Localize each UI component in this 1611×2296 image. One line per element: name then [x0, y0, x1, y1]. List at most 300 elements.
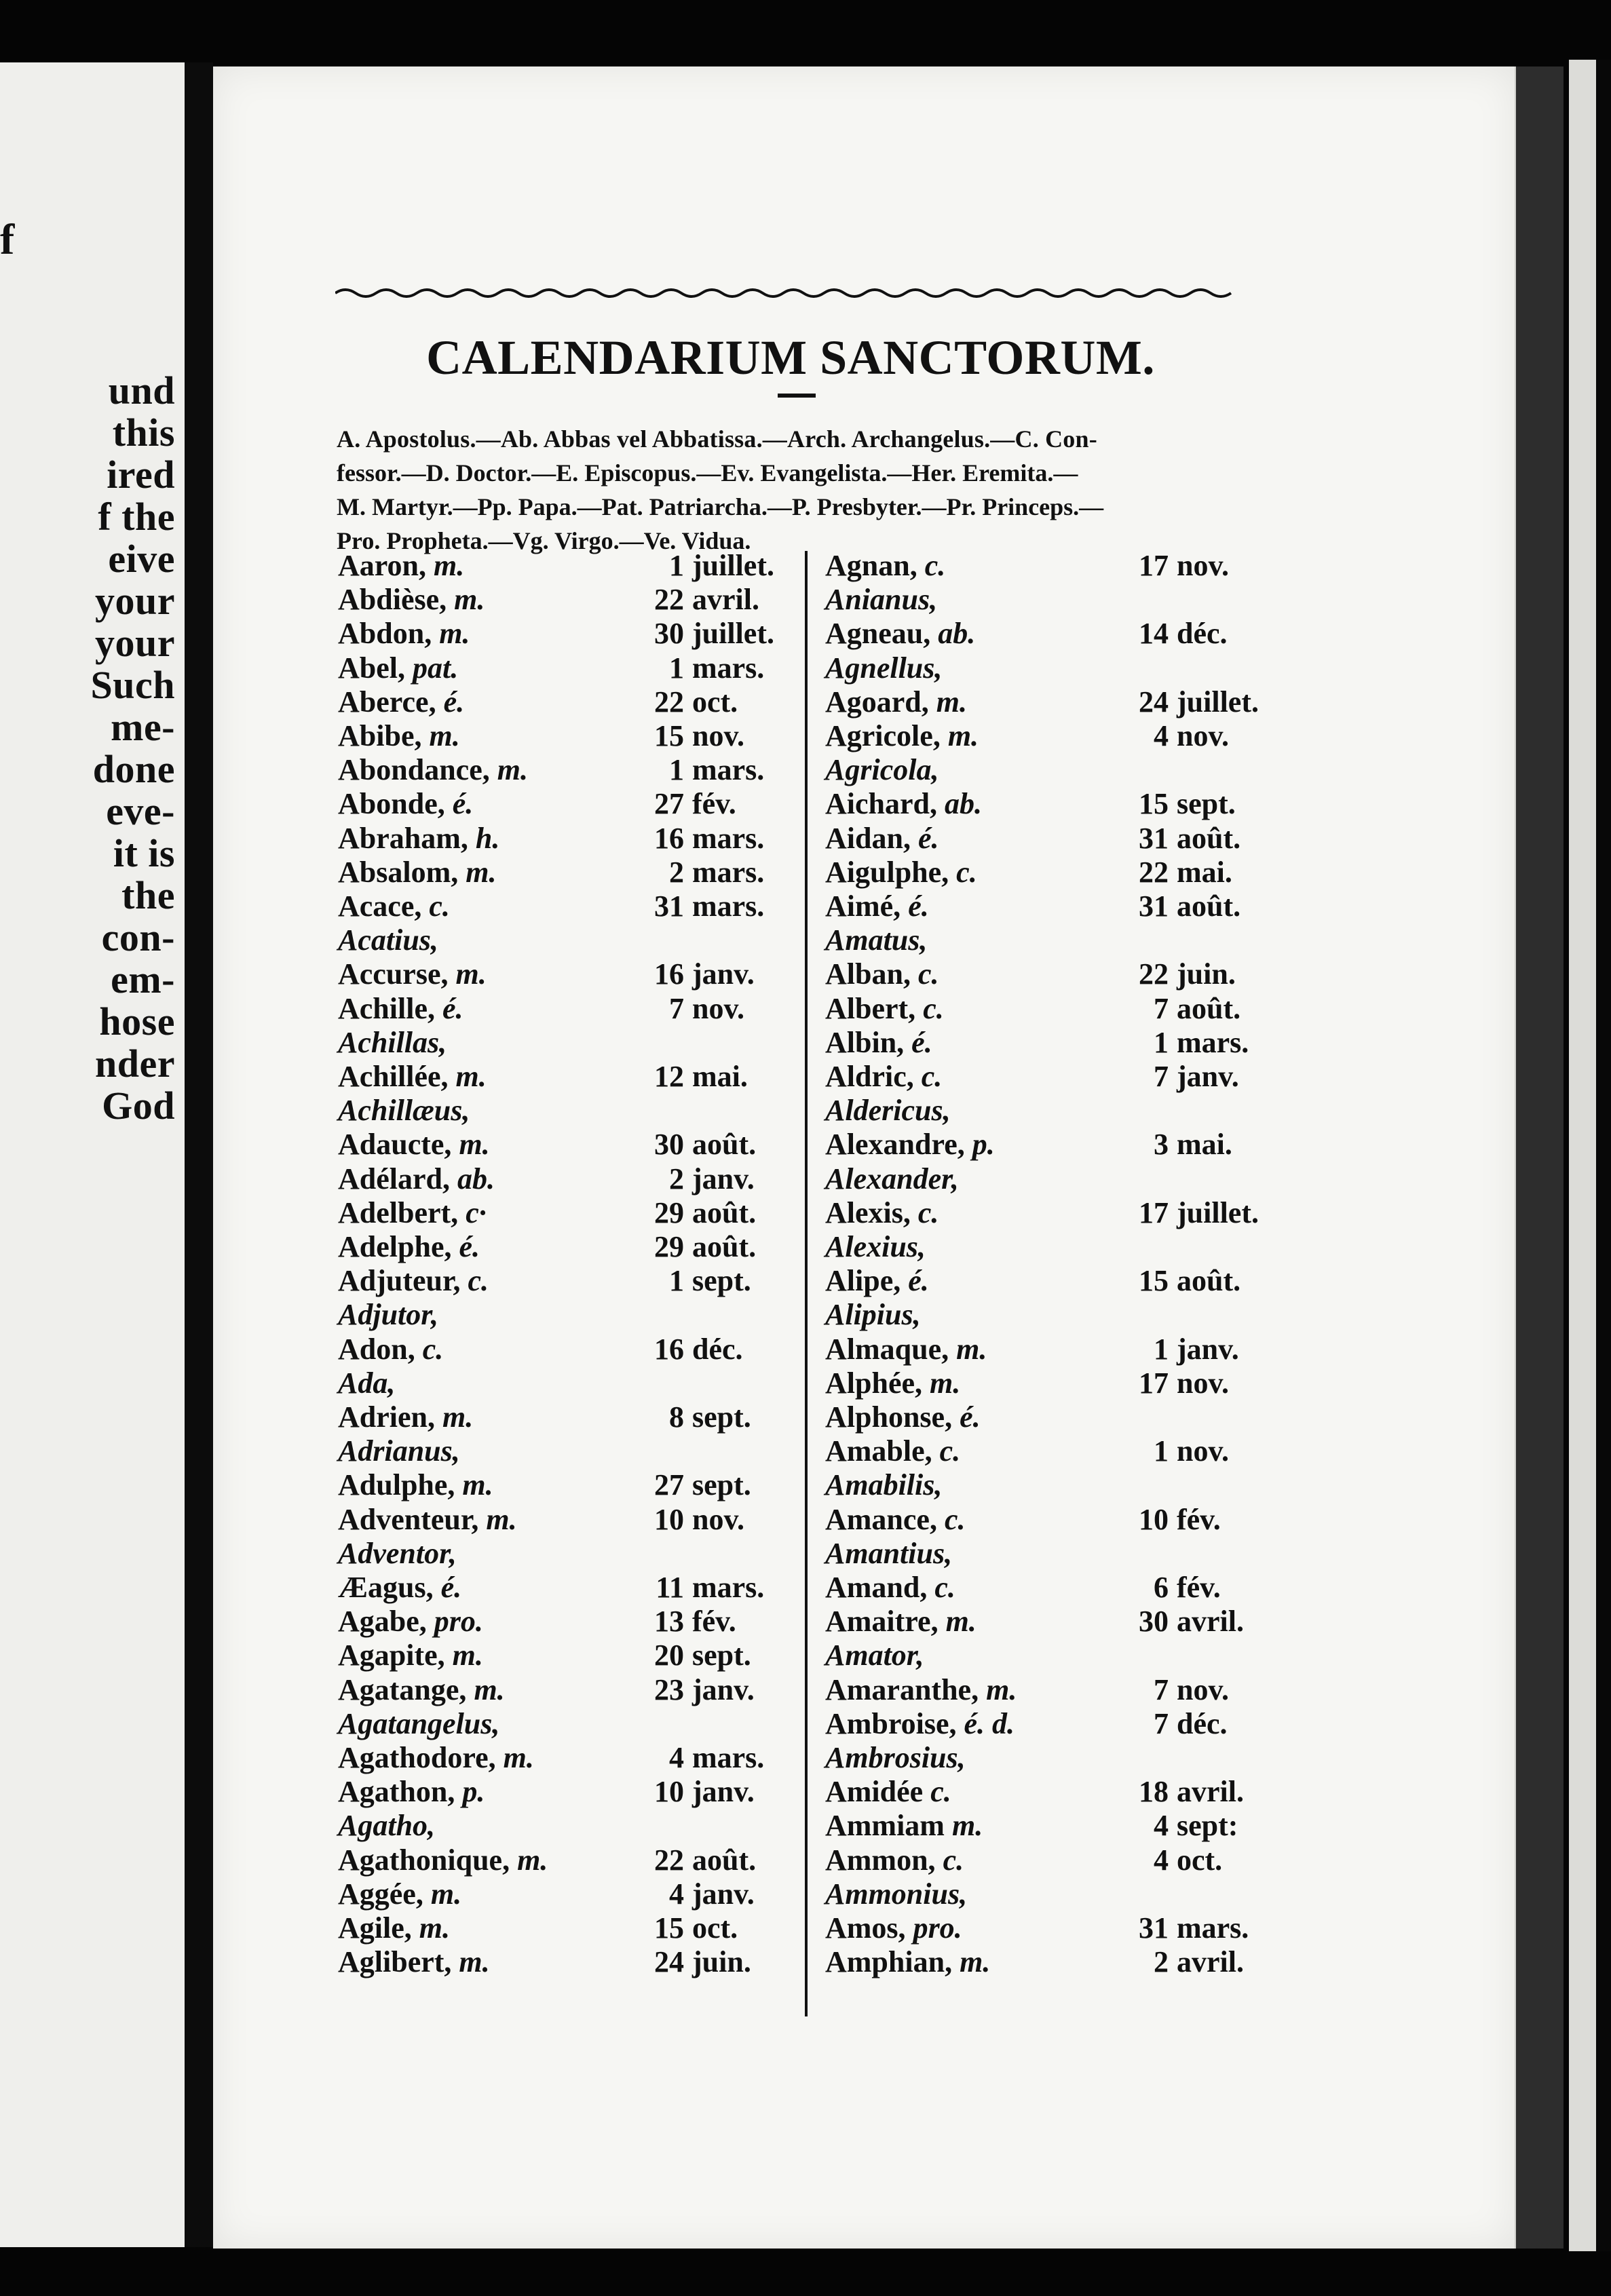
latin-name: Alexander, [825, 1162, 959, 1195]
saint-name-text: Agatange, [338, 1673, 467, 1706]
title-abbreviation: pro. [434, 1605, 483, 1638]
saint-name-text: Amance, [825, 1503, 937, 1536]
saint-name [338, 1162, 495, 1197]
feast-day: 1 [669, 651, 684, 685]
calendar-row [825, 1127, 1300, 1162]
calendar-row [338, 1297, 806, 1333]
calendar-row [825, 1570, 1300, 1605]
calendar-row [825, 1638, 1300, 1673]
feast-month: mars. [692, 651, 765, 685]
calendar-row [825, 1434, 1300, 1469]
latin-name: Achillas, [338, 1026, 447, 1059]
saint-name [338, 1195, 487, 1231]
abbreviation-line: M. Martyr.—Pp. Papa.—Pat. Patriarcha.—P. Presbyter.—Pr. Princeps.— [337, 493, 1104, 520]
saint-name [825, 1127, 995, 1162]
saint-name-text: Abibe, [338, 719, 422, 752]
calendar-row [338, 1127, 806, 1162]
title-abbreviation: c· [466, 1196, 487, 1229]
calendar-row [338, 1604, 806, 1639]
feast-month: juin. [692, 1945, 751, 1978]
left-page-text-fragment: the [121, 873, 175, 917]
saint-name-text: Alphonse, [825, 1400, 953, 1434]
calendar-row [825, 1502, 1300, 1537]
title-abbreviation: m. [517, 1843, 548, 1877]
saint-name-text: Amand, [825, 1571, 928, 1604]
saint-name [338, 752, 528, 788]
abbreviation-line: A. Apostolus.—Ab. Abbas vel Abbatissa.—Arch. Archangelus.—C. Con- [337, 425, 1097, 453]
title-abbreviation: pro. [913, 1911, 962, 1945]
feast-day: 1 [669, 753, 684, 786]
feast-day: 1 [1154, 1026, 1169, 1059]
saint-name-text: Adelphe, [338, 1230, 452, 1263]
saint-name-text: Agoard, [825, 685, 929, 719]
feast-month: oct. [692, 685, 738, 719]
calendar-row [825, 1740, 1300, 1776]
calendar-row [825, 855, 1300, 890]
feast-day: 2 [669, 1162, 684, 1195]
saint-name-text: Aaron, [338, 549, 426, 582]
calendar-row [825, 923, 1300, 958]
saint-name-text: Agathonique, [338, 1843, 510, 1877]
calendar-row [338, 616, 806, 651]
saint-name-text: Agile, [338, 1911, 412, 1945]
feast-day: 7 [1154, 1673, 1169, 1706]
left-page-text-fragment: this [112, 410, 175, 455]
calendar-row [825, 1059, 1300, 1094]
calendar-row [338, 1332, 806, 1367]
feast-day: 10 [1139, 1503, 1169, 1536]
saint-name [825, 1332, 987, 1367]
saint-name [825, 786, 982, 822]
calendar-row [825, 957, 1300, 992]
saint-name-text: Aichard, [825, 787, 937, 820]
title-abbreviation: c. [930, 1775, 951, 1808]
feast-month: mars. [692, 1571, 765, 1604]
saint-name [338, 685, 464, 720]
calendar-row [825, 1400, 1300, 1435]
calendar-row [338, 685, 806, 720]
saint-name-text: Agathon, [338, 1775, 455, 1808]
page-title: CALENDARIUM SANCTORUM. [426, 330, 1155, 385]
saint-name-text: Adélard, [338, 1162, 450, 1195]
title-abbreviation: c. [429, 889, 450, 923]
saint-name-text: Alban, [825, 957, 911, 991]
calendar-row [825, 1706, 1300, 1742]
title-abbreviation: c. [944, 1503, 966, 1536]
title-abbreviation: m. [454, 583, 485, 616]
left-page-text-fragment: ired [107, 453, 175, 497]
saint-name-text: Adventeur, [338, 1503, 479, 1536]
title-abbreviation: m. [430, 1877, 462, 1911]
title-abbreviation: m. [960, 1945, 991, 1978]
abbreviation-line: fessor.—D. Doctor.—E. Episcopus.—Ev. Evangelista.—Her. Eremita.— [337, 459, 1078, 486]
left-page-text-fragment: und [108, 368, 175, 413]
title-abbreviation: é. [908, 889, 929, 923]
calendar-row [825, 582, 1300, 617]
saint-name-text: Ammiam [825, 1809, 945, 1842]
feast-month: mars. [692, 822, 765, 855]
feast-month: fév. [1177, 1503, 1221, 1536]
feast-day: 16 [654, 1333, 684, 1366]
latin-name: Ada, [338, 1366, 396, 1400]
calendar-row [338, 1877, 806, 1912]
feast-day: 2 [1154, 1945, 1169, 1978]
title-abbreviation: c. [921, 1060, 943, 1093]
title-abbreviation: m. [503, 1741, 534, 1774]
calendar-row [825, 1366, 1300, 1401]
title-abbreviation: p. [972, 1128, 995, 1161]
calendar-row [338, 752, 806, 788]
saint-name [338, 855, 496, 890]
saint-name-text: Alexandre, [825, 1128, 965, 1161]
feast-month: juillet. [692, 617, 774, 650]
saint-name [338, 1638, 483, 1673]
feast-month: janv. [1177, 1060, 1239, 1093]
feast-month: mars. [1177, 1026, 1249, 1059]
saint-name [338, 1570, 461, 1605]
title-abbreviation: é. [917, 822, 939, 855]
calendar-row [825, 1877, 1300, 1912]
feast-month: fév. [692, 1605, 736, 1638]
saint-name-text: Aglibert, [338, 1945, 452, 1978]
title-abbreviation: ab. [945, 787, 982, 820]
feast-day: 24 [1139, 685, 1169, 719]
feast-month: nov. [1177, 549, 1230, 582]
feast-month: mars. [692, 856, 765, 889]
calendar-row [825, 991, 1300, 1027]
feast-month: mai. [1177, 1128, 1232, 1161]
feast-day: 10 [654, 1503, 684, 1536]
feast-day: 7 [1154, 1060, 1169, 1093]
feast-day: 2 [669, 856, 684, 889]
left-page-text-fragment: your [95, 579, 175, 623]
saint-name [338, 1400, 473, 1435]
saint-name-text: Adjuteur, [338, 1264, 461, 1297]
feast-day: 17 [1139, 1196, 1169, 1229]
left-page-text-fragment: God [102, 1084, 175, 1128]
saint-name-text: Alipe, [825, 1264, 901, 1297]
feast-day: 4 [669, 1741, 684, 1774]
title-abbreviation: c. [939, 1434, 961, 1468]
title-abbreviation: h. [475, 822, 500, 855]
calendar-row [338, 1434, 806, 1469]
feast-day: 4 [1154, 1809, 1169, 1842]
saint-name-text: Ambroise, [825, 1707, 957, 1740]
calendar-row [825, 685, 1300, 720]
feast-month: sept. [692, 1639, 751, 1672]
saint-name [338, 957, 487, 992]
calendar-row [825, 1808, 1300, 1843]
feast-month: août. [692, 1196, 757, 1229]
saint-name-text: Abonde, [338, 787, 445, 820]
saint-name-text: Abel, [338, 651, 405, 685]
latin-name: Anianus, [825, 583, 938, 616]
saint-name [338, 1945, 490, 1980]
latin-name: Agatangelus, [338, 1707, 500, 1740]
saint-name [825, 1808, 983, 1843]
title-abbreviation: c. [468, 1264, 489, 1297]
latin-name: Aldericus, [825, 1094, 951, 1127]
feast-month: janv. [692, 1775, 755, 1808]
left-page-text-fragment: f the [98, 495, 175, 539]
saint-name-text: Achillée, [338, 1060, 449, 1093]
feast-day: 15 [1139, 1264, 1169, 1297]
feast-day: 17 [1139, 549, 1169, 582]
latin-name: Adventor, [338, 1537, 457, 1570]
feast-month: oct. [692, 1911, 738, 1945]
feast-day: 15 [654, 1911, 684, 1945]
saint-name [338, 1502, 517, 1537]
feast-month: mars. [692, 1741, 765, 1774]
calendar-row [825, 1263, 1300, 1299]
feast-month: août. [692, 1128, 757, 1161]
title-abbreviation: m. [466, 856, 497, 889]
calendar-row [825, 889, 1300, 924]
title-abbreviation: c. [422, 1333, 444, 1366]
saint-name-text: Achille, [338, 992, 435, 1025]
calendar-row [338, 1366, 806, 1401]
saint-name-text: Alphée, [825, 1366, 922, 1400]
saint-name [338, 1672, 505, 1708]
saint-name [338, 1774, 485, 1810]
saint-name-text: Albert, [825, 992, 916, 1025]
latin-name: Acatius, [338, 923, 438, 957]
feast-month: juillet. [1177, 1196, 1259, 1229]
feast-month: mars. [1177, 1911, 1249, 1945]
latin-name: Achillæus, [338, 1094, 470, 1127]
feast-month: sept. [692, 1400, 751, 1434]
latin-name: Amatus, [825, 923, 928, 957]
title-abbreviation: é. [452, 787, 474, 820]
saint-name-text: Agnan, [825, 549, 917, 582]
title-abbreviation: c. [924, 549, 946, 582]
feast-day: 6 [1154, 1571, 1169, 1604]
feast-day: 22 [654, 583, 684, 616]
feast-month: janv. [692, 1162, 755, 1195]
feast-day: 11 [656, 1571, 684, 1604]
feast-month: juillet. [1177, 685, 1259, 719]
abbreviation-line: Pro. Propheta.—Vg. Virgo.—Ve. Vidua. [337, 527, 751, 554]
saint-name-text: Adelbert, [338, 1196, 459, 1229]
feast-month: déc. [692, 1333, 743, 1366]
saint-name-text: Aggée, [338, 1877, 423, 1911]
saint-name-text: Absalom, [338, 856, 459, 889]
title-abbreviation: m. [497, 753, 528, 786]
calendar-row [825, 1843, 1300, 1878]
title-abbreviation: m. [452, 1639, 483, 1672]
calendar-row [338, 786, 806, 822]
title-abbreviation: m. [459, 1128, 490, 1161]
saint-name-text: Almaque, [825, 1333, 949, 1366]
feast-month: mai. [1177, 856, 1232, 889]
calendar-row [825, 1468, 1300, 1503]
feast-month: avril. [1177, 1605, 1244, 1638]
title-abbreviation: m. [439, 617, 470, 650]
feast-day: 22 [654, 1843, 684, 1877]
title-abbreviation: c. [956, 856, 977, 889]
title-abbreviation: é. [443, 685, 465, 719]
calendar-row [825, 1604, 1300, 1639]
feast-month: juin. [1177, 957, 1236, 991]
calendar-row [338, 1638, 806, 1673]
calendar-row [825, 1162, 1300, 1197]
title-abbreviation: m. [433, 549, 465, 582]
title-abbreviation: ab. [938, 617, 976, 650]
calendar-row [825, 651, 1300, 686]
saint-name-text: Agapite, [338, 1639, 445, 1672]
feast-day: 4 [1154, 719, 1169, 752]
feast-month: août. [692, 1230, 757, 1263]
saint-name [338, 991, 463, 1027]
latin-name: Ambrosius, [825, 1741, 966, 1774]
saint-name [338, 1059, 487, 1094]
saint-name [825, 1400, 981, 1435]
calendar-row [338, 582, 806, 617]
feast-day: 17 [1139, 1366, 1169, 1400]
title-abbreviation: m. [474, 1673, 505, 1706]
title-abbreviation: p. [462, 1775, 485, 1808]
saint-name-text: Amaranthe, [825, 1673, 979, 1706]
saint-name [825, 1059, 942, 1094]
saint-name-text: Amable, [825, 1434, 932, 1468]
latin-name: Amator, [825, 1639, 924, 1672]
calendar-row [338, 1774, 806, 1810]
latin-name: Agatho, [338, 1809, 436, 1842]
saint-name [338, 1877, 461, 1912]
title-abbreviation: m. [486, 1503, 517, 1536]
feast-month: nov. [692, 719, 745, 752]
feast-day: 22 [654, 685, 684, 719]
calendar-row [338, 1911, 806, 1946]
calendar-row [825, 719, 1300, 754]
calendar-row [825, 1672, 1300, 1708]
saint-name-text: Amos, [825, 1911, 906, 1945]
feast-day: 31 [1139, 1911, 1169, 1945]
feast-day: 1 [1154, 1434, 1169, 1468]
saint-name [825, 1502, 966, 1537]
left-page-text-fragment: eve- [106, 789, 175, 833]
feast-month: août. [1177, 889, 1241, 923]
saint-name-text: Albin, [825, 1026, 905, 1059]
feast-month: nov. [1177, 719, 1230, 752]
saint-name-text: Amidée [825, 1775, 924, 1808]
saint-name [338, 616, 470, 651]
latin-name: Agnellus, [825, 651, 943, 685]
title-abbreviation: m. [986, 1673, 1017, 1706]
saint-name [338, 548, 464, 583]
title-abbreviation: é. [459, 1230, 480, 1263]
calendar-row [338, 1672, 806, 1708]
title-abbreviation: é. [440, 1571, 462, 1604]
saint-name [338, 1229, 480, 1265]
saint-name [338, 651, 458, 686]
saint-name-text: Agneau, [825, 617, 931, 650]
saint-name [338, 889, 450, 924]
feast-day: 12 [654, 1060, 684, 1093]
calendar-row [825, 1195, 1300, 1231]
calendar-row [338, 1843, 806, 1878]
feast-month: juillet. [692, 549, 774, 582]
feast-day: 31 [654, 889, 684, 923]
saint-name [338, 1843, 548, 1878]
calendar-row [338, 1945, 806, 1980]
latin-name: Alexius, [825, 1230, 926, 1263]
calendar-row [825, 1911, 1300, 1946]
saint-name [338, 1740, 534, 1776]
calendar-row [338, 1740, 806, 1776]
saint-name-text: Aberce, [338, 685, 436, 719]
saint-name [825, 616, 975, 651]
latin-name: Adrianus, [338, 1434, 460, 1468]
feast-day: 29 [654, 1230, 684, 1263]
saint-name [825, 1366, 960, 1401]
feast-month: mars. [692, 753, 765, 786]
saint-name-text: Amphian, [825, 1945, 953, 1978]
calendar-row [338, 1059, 806, 1094]
feast-day: 1 [669, 549, 684, 582]
left-page-text-fragment: Such [90, 663, 175, 707]
saint-name-text: Æagus, [338, 1571, 434, 1604]
feast-day: 31 [1139, 889, 1169, 923]
feast-month: janv. [692, 957, 755, 991]
calendar-row [338, 1263, 806, 1299]
feast-day: 30 [1139, 1605, 1169, 1638]
feast-day: 24 [654, 1945, 684, 1978]
feast-month: sept. [1177, 787, 1236, 820]
feast-month: sept: [1177, 1809, 1238, 1842]
saint-name-text: Aldric, [825, 1060, 914, 1093]
calendar-row [338, 855, 806, 890]
calendar-row [338, 1502, 806, 1537]
title-abbreviation: m. [459, 1945, 490, 1978]
title-abbreviation: c. [923, 992, 944, 1025]
saint-name-text: Acace, [338, 889, 422, 923]
feast-month: août. [1177, 1264, 1241, 1297]
calendar-row [338, 1468, 806, 1503]
calendar-row [338, 1093, 806, 1128]
title-abbreviation: m. [945, 1605, 977, 1638]
title-abbreviation: m. [947, 719, 979, 752]
feast-month: déc. [1177, 617, 1228, 650]
title-abbreviation: c. [934, 1571, 955, 1604]
calendar-row [338, 821, 806, 856]
saint-name [825, 1195, 939, 1231]
saint-name-text: Aidan, [825, 822, 911, 855]
saint-name-text: Abondance, [338, 753, 490, 786]
feast-month: fév. [692, 787, 736, 820]
saint-name [825, 685, 967, 720]
calendar-row [338, 719, 806, 754]
calendar-row [338, 957, 806, 992]
title-abbreviation: m. [951, 1809, 983, 1842]
saint-name [825, 548, 945, 583]
left-page-text-fragment: f [0, 215, 15, 263]
saint-name-text: Aigulphe, [825, 856, 949, 889]
saint-name [338, 1911, 450, 1946]
latin-name: Agricola, [825, 753, 939, 786]
title-abbreviation: c. [917, 1196, 939, 1229]
title-abbreviation: m. [930, 1366, 961, 1400]
saint-name [825, 719, 979, 754]
calendar-row [825, 1536, 1300, 1571]
feast-month: nov. [1177, 1673, 1230, 1706]
calendar-row [338, 1195, 806, 1231]
calendar-row [825, 821, 1300, 856]
title-abbreviation: é. d. [964, 1707, 1015, 1740]
saint-name [825, 1911, 962, 1946]
feast-day: 7 [669, 992, 684, 1025]
feast-month: mai. [692, 1060, 748, 1093]
